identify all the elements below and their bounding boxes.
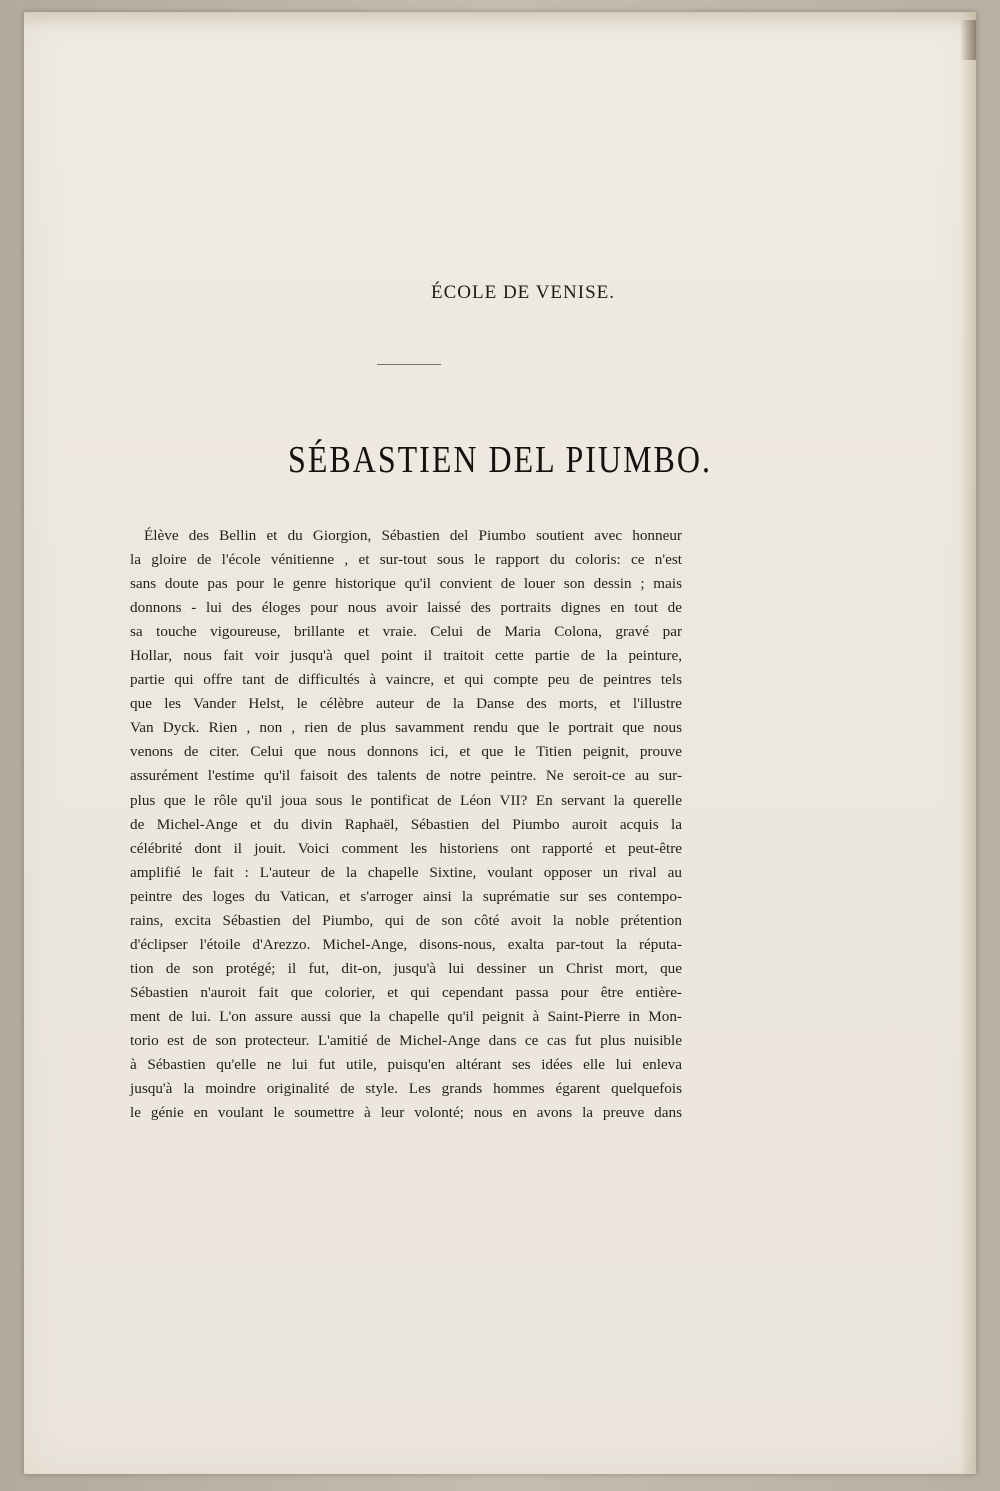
body-line: Van Dyck. Rien , non , rien de plus savamment rendu que le portrait que nous <box>130 719 682 737</box>
body-line: venons de citer. Celui que nous donnons ici, et que le Titien peignit, prouve <box>130 743 682 761</box>
page-title: SÉBASTIEN DEL PIUMBO. <box>288 438 712 481</box>
body-line: tion de son protégé; il fut, dit-on, jusqu'à lui dessiner un Christ mort, que <box>130 959 682 977</box>
school-heading: ÉCOLE DE VENISE. <box>431 282 615 303</box>
body-line: sans doute pas pour le genre historique qu'il convient de louer son dessin ; mais <box>130 575 682 593</box>
sheet-right-edge <box>960 12 976 1474</box>
sheet-top-edge <box>24 12 976 30</box>
body-line: plus que le rôle qu'il joua sous le pontificat de Léon VII? En servant la querelle <box>130 791 682 809</box>
body-line: à Sébastien qu'elle ne lui fut utile, puisqu'en altérant ses idées elle lui enleva <box>130 1056 682 1074</box>
body-line: le génie en voulant le soumettre à leur volonté; nous en avons la preuve dans <box>130 1104 682 1122</box>
body-line: de Michel-Ange et du divin Raphaël, Sébastien del Piumbo auroit acquis la <box>130 815 682 833</box>
body-line: que les Vander Helst, le célèbre auteur de la Danse des morts, et l'illustre <box>130 695 682 713</box>
body-line: peintre des loges du Vatican, et s'arroger ainsi la suprématie sur ses contempo- <box>130 887 682 905</box>
body-line: assurément l'estime qu'il faisoit des talents de notre peintre. Ne seroit-ce au sur- <box>130 767 682 785</box>
divider-rule <box>377 364 441 365</box>
body-line: torio est de son protecteur. L'amitié de Michel-Ange dans ce cas fut plus nuisible <box>130 1031 682 1049</box>
body-line: sa touche vigoureuse, brillante et vraie. Celui de Maria Colona, gravé par <box>130 623 682 641</box>
body-line: célébrité dont il jouit. Voici comment les historiens ont rapporté et peut-être <box>130 839 682 857</box>
paper-sheet <box>24 12 976 1474</box>
body-line: rains, excita Sébastien del Piumbo, qui de son côté avoit la noble prétention <box>130 911 682 929</box>
body-line: Hollar, nous fait voir jusqu'à quel point il traitoit cette partie de la peinture, <box>130 647 682 665</box>
sheet-corner-shadow <box>960 20 976 60</box>
body-line: partie qui offre tant de difficultés à vaincre, et qui compte peu de peintres tels <box>130 671 682 689</box>
body-line: Élève des Bellin et du Giorgion, Sébastien del Piumbo soutient avec honneur <box>144 527 682 544</box>
body-line: Sébastien n'auroit fait que colorier, et qui cependant passa pour être entière- <box>130 983 682 1001</box>
body-line: ment de lui. L'on assure aussi que la chapelle qu'il peignit à Saint-Pierre in Mon- <box>130 1007 682 1025</box>
body-line: amplifié le fait : L'auteur de la chapelle Sixtine, voulant opposer un rival au <box>130 863 682 881</box>
body-paragraph <box>130 524 682 1125</box>
body-line: d'éclipser l'étoile d'Arezzo. Michel-Ange, disons-nous, exalta par-tout la réputa- <box>130 935 682 953</box>
body-line: donnons - lui des éloges pour nous avoir laissé des portraits dignes en tout de <box>130 599 682 617</box>
body-line: jusqu'à la moindre originalité de style. Les grands hommes égarent quelquefois <box>130 1080 682 1098</box>
body-line: la gloire de l'école vénitienne , et sur-tout sous le rapport du coloris: ce n'est <box>130 551 682 569</box>
